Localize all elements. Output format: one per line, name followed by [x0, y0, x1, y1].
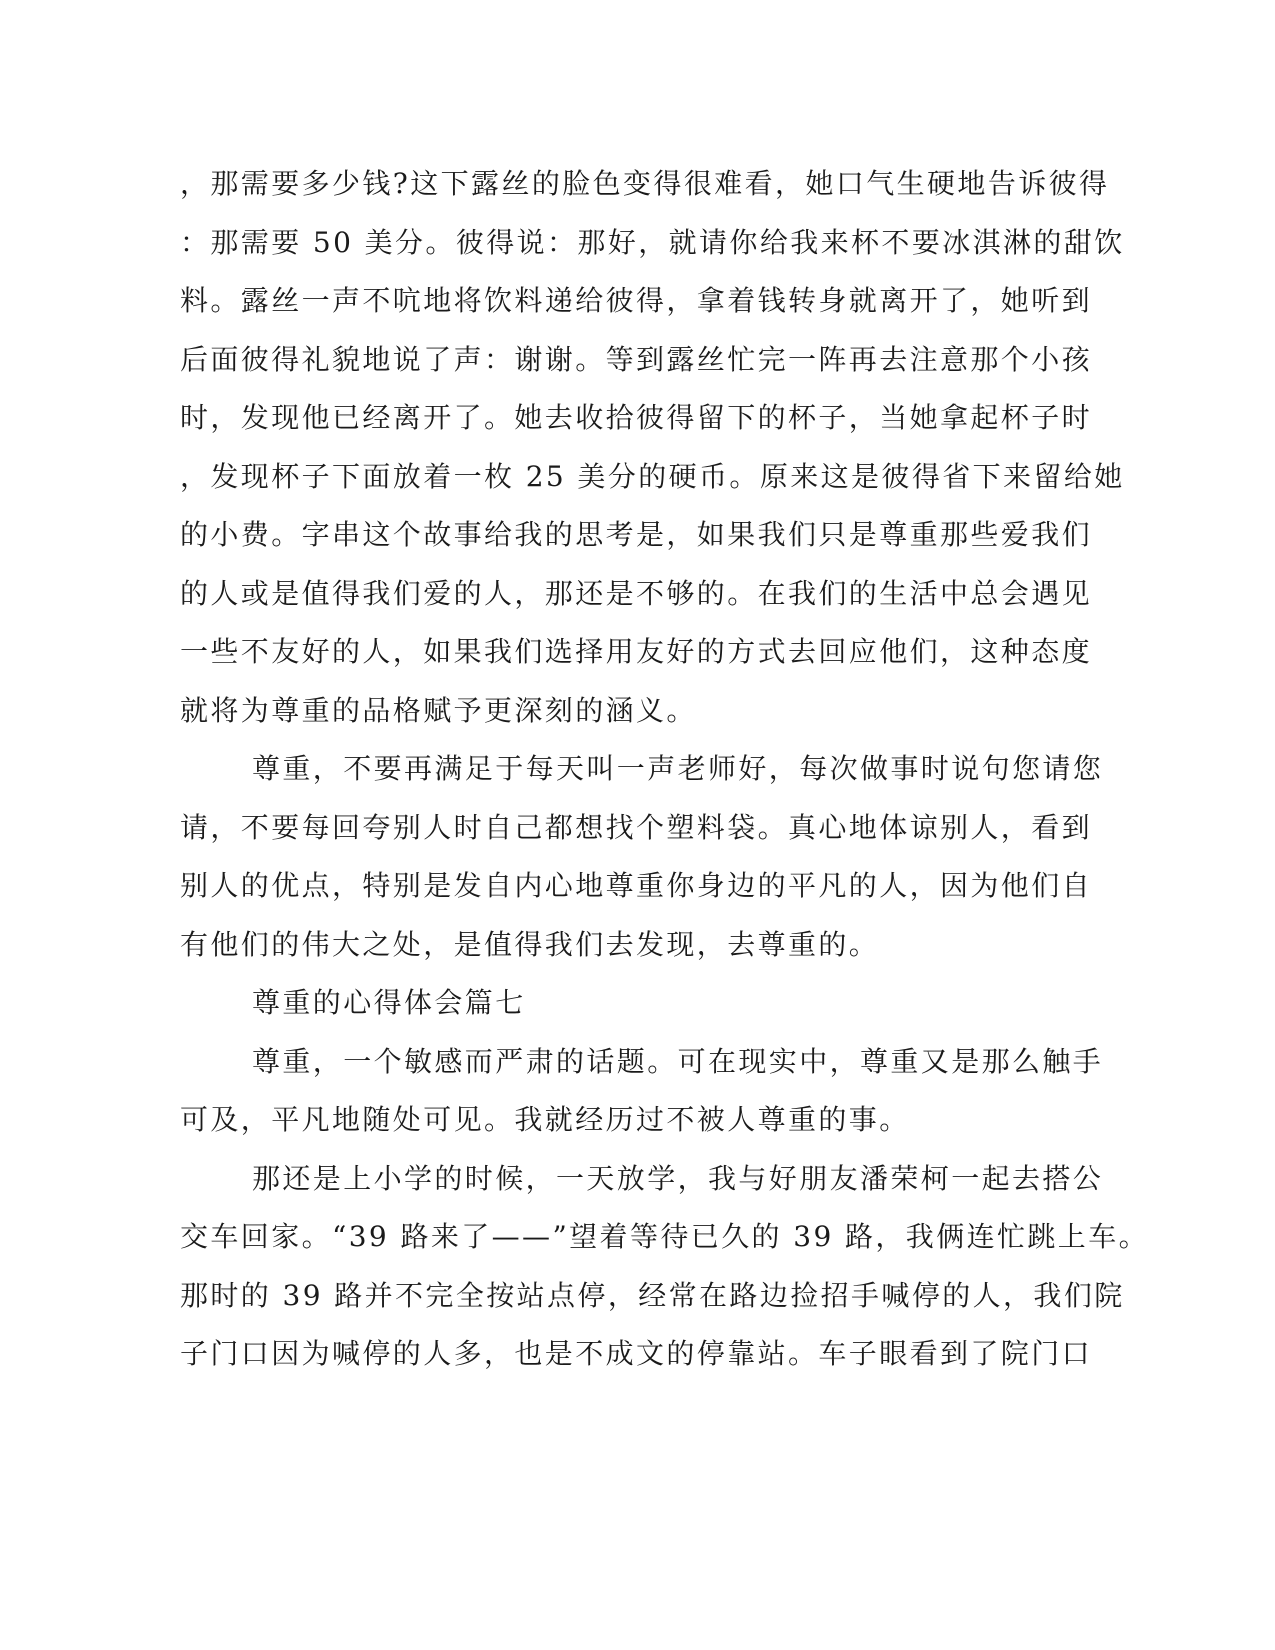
section-heading: 尊重的心得体会篇七	[252, 986, 526, 1019]
text-line: ，发现杯子下面放着一枚 25 美分的硬币。原来这是彼得省下来留给她	[180, 459, 1125, 493]
text-line: 时，发现他已经离开了。她去收拾彼得留下的杯子，当她拿起杯子时	[180, 401, 1093, 434]
text-line: 后面彼得礼貌地说了声：谢谢。等到露丝忙完一阵再去注意那个小孩	[180, 342, 1093, 376]
text-line: 一些不友好的人，如果我们选择用友好的方式去回应他们，这种态度	[180, 635, 1093, 668]
text-line: 那时的 39 路并不完全按站点停，经常在路边捡招手喊停的人，我们院	[180, 1278, 1125, 1312]
text-line: 的人或是值得我们爱的人，那还是不够的。在我们的生活中总会遇见	[180, 576, 1093, 610]
text-line: 请，不要每回夸别人时自己都想找个塑料袋。真心地体谅别人，看到	[180, 810, 1093, 844]
paragraph-start-line: 尊重，一个敏感而严肃的话题。可在现实中，尊重又是那么触手	[252, 1044, 1104, 1078]
text-line: ：那需要 50 美分。彼得说：那好，就请你给我来杯不要冰淇淋的甜饮	[180, 225, 1125, 259]
text-line: 料。露丝一声不吭地将饮料递给彼得，拿着钱转身就离开了，她听到	[180, 284, 1093, 317]
text-line: 有他们的伟大之处，是值得我们去发现，去尊重的。	[180, 927, 880, 961]
text-line: 子门口因为喊停的人多，也是不成文的停靠站。车子眼看到了院门口	[180, 1337, 1093, 1370]
text-line: 别人的优点，特别是发自内心地尊重你身边的平凡的人，因为他们自	[180, 869, 1093, 902]
text-line: ，那需要多少钱?这下露丝的脸色变得很难看，她口气生硬地告诉彼得	[180, 167, 1110, 200]
body-text	[180, 155, 1149, 1384]
text-line: 就将为尊重的品格赋予更深刻的涵义。	[180, 693, 697, 727]
text-line: 可及，平凡地随处可见。我就经历过不被人尊重的事。	[180, 1103, 910, 1136]
paragraph-start-line: 那还是上小学的时候，一天放学，我与好朋友潘荣柯一起去搭公	[252, 1161, 1104, 1195]
text-line: 交车回家。“39 路来了——”望着等待已久的 39 路，我俩连忙跳上车。	[180, 1220, 1149, 1253]
text-line: 的小费。字串这个故事给我的思考是，如果我们只是尊重那些爱我们	[180, 518, 1093, 551]
paragraph-start-line: 尊重，不要再满足于每天叫一声老师好，每次做事时说句您请您	[252, 752, 1104, 785]
